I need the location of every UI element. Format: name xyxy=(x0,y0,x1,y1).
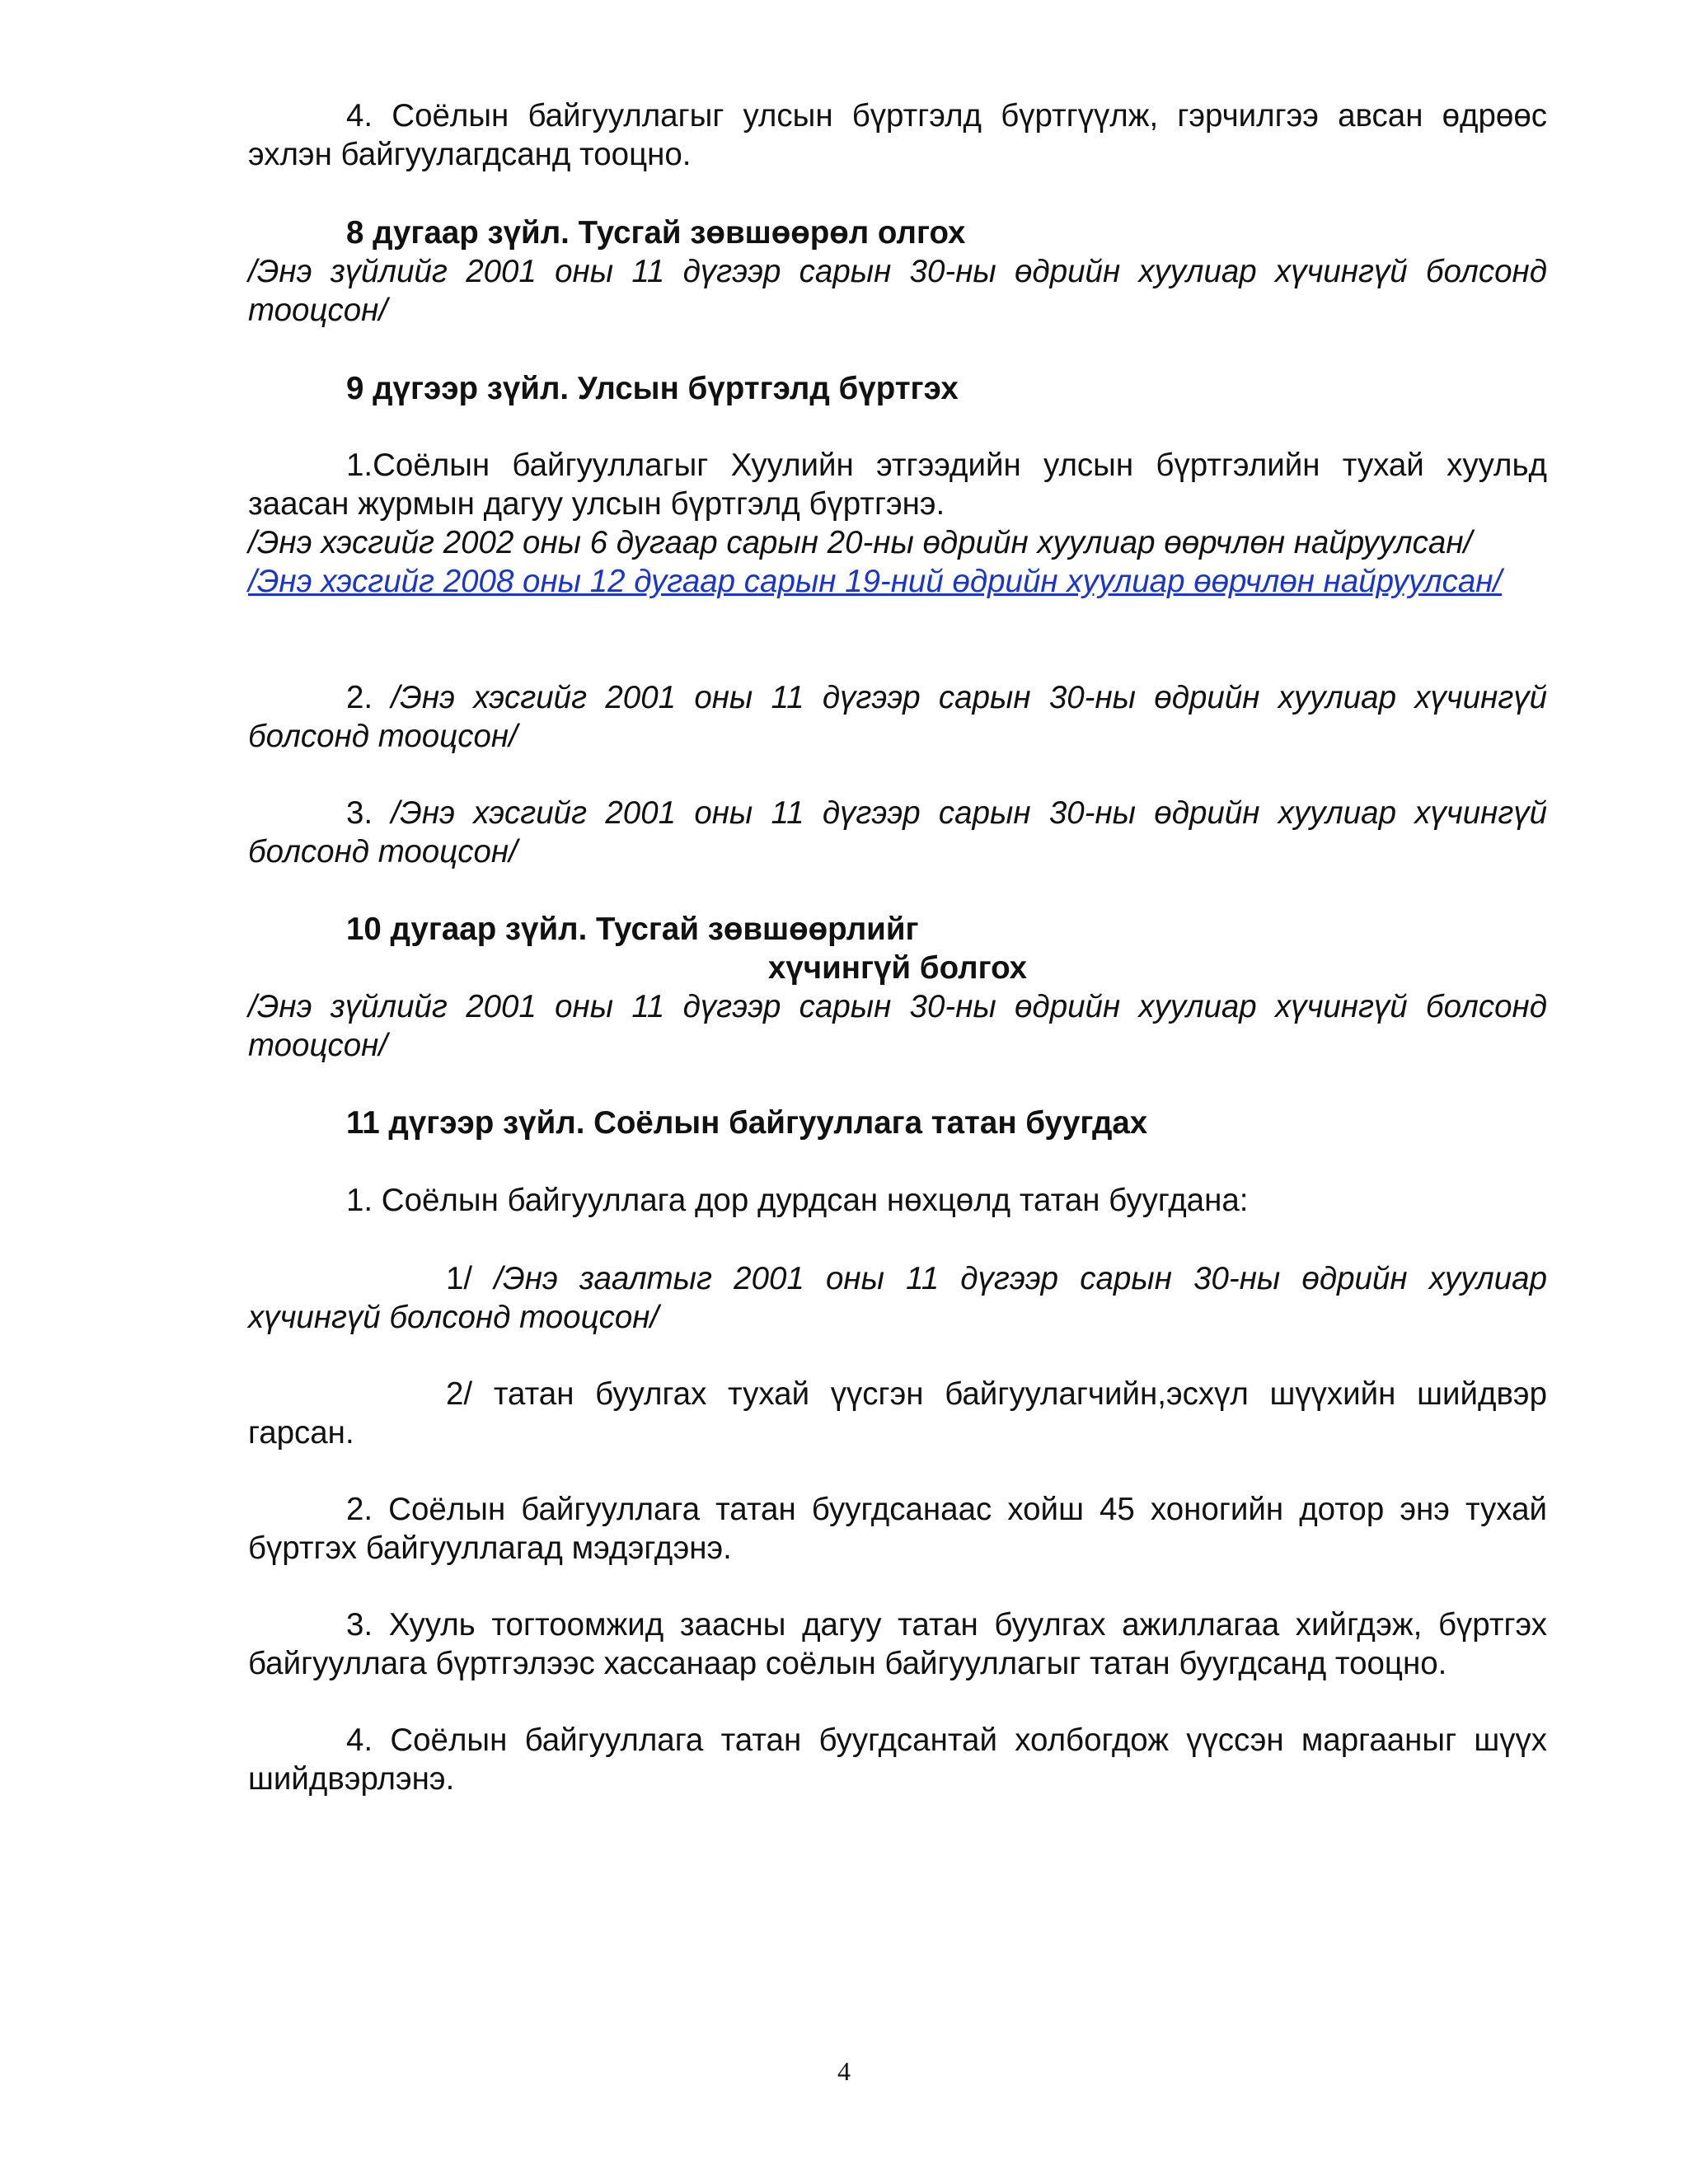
paragraph-art9-3: 3. /Энэ хэсгийг 2001 оны 11 дүгээр сарын 30-ны өдрийн хуулиар хүчингүй болсонд тооцсон/ xyxy=(248,795,1547,869)
heading-article-10-line2: хүчингүй болгох xyxy=(767,950,1028,986)
note-art9-1-2008 xyxy=(248,562,1547,601)
note-art9-1-2002: /Энэ хэсгийг 2002 оны 6 дугаар сарын 20-ны өдрийн хуулиар өөрчлөн найруулсан/ xyxy=(248,525,1473,560)
note-article-8: /Энэ зүйлийг 2001 оны 11 дүгээр сарын 30-ны өдрийн хуулиар хүчингүй болсонд тооцсон/ xyxy=(248,254,1547,328)
amendment-link-2008[interactable]: /Энэ хэсгийг 2008 оны 12 дугаар сарын 19-ний өдрийн хуулиар өөрчлөн найруулсан/ xyxy=(248,564,1503,599)
paragraph-art11-3: 3. Хууль тогтоомжид заасны дагуу татан буулгах ажиллагаа хийгдэж, бүртгэх байгууллага бүртгэлээс хассанаар соёлын байгууллагыг татан буугдсанд тооцно. xyxy=(248,1607,1547,1681)
paragraph-art9-2: 2. /Энэ хэсгийг 2001 оны 11 дүгээр сарын 30-ны өдрийн хуулиар хүчингүй болсонд тооцсон/ xyxy=(248,680,1547,754)
paragraph-art11-1-2: 2/ татан буулгах тухай үүсгэн байгуулагчийн,эсхүл шүүхийн шийдвэр гарсан. xyxy=(248,1376,1547,1451)
paragraph-art9-1: 1.Соёлын байгууллагыг Хуулийн этгээдийн улсын бүртгэлийн тухай хуульд заасан журмын дагуу улсын бүртгэлд бүртгэнэ. xyxy=(248,448,1547,522)
note-article-10: /Энэ зүйлийг 2001 оны 11 дүгээр сарын 30-ны өдрийн хуулиар хүчингүй болсонд тооцсон/ xyxy=(248,989,1547,1063)
heading-article-9: 9 дүгээр зүйл. Улсын бүртгэлд бүртгэх xyxy=(346,371,959,406)
heading-article-8: 8 дугаар зүйл. Тусгай зөвшөөрөл олгох xyxy=(346,215,966,251)
heading-article-11: 11 дүгээр зүйл. Соёлын байгууллага татан буугдах xyxy=(346,1105,1148,1141)
paragraph-art7-4: 4. Соёлын байгууллагыг улсын бүртгэлд бүртгүүлж, гэрчилгээ авсан өдрөөс эхлэн байгуулагдсанд тооцно. xyxy=(248,98,1547,172)
paragraph-art11-4: 4. Соёлын байгууллага татан буугдсантай холбогдож үүссэн маргааныг шүүх шийдвэрлэнэ. xyxy=(248,1722,1547,1797)
heading-article-10: 10 дугаар зүйл. Тусгай зөвшөөрлийг xyxy=(346,912,919,947)
page-number: 4 xyxy=(837,2056,851,2086)
paragraph-art11-1-1: 1/ /Энэ заалтыг 2001 оны 11 дүгээр сарын 30-ны өдрийн хуулиар хүчингүй болсонд тооцсон/ xyxy=(248,1261,1547,1335)
paragraph-art11-2: 2. Соёлын байгууллага татан буугдсанаас хойш 45 хоногийн дотор энэ тухай бүртгэх байгууллагад мэдэгдэнэ. xyxy=(248,1492,1547,1566)
paragraph-art11-1: 1. Соёлын байгууллага дор дурдсан нөхцөлд татан буугдана: xyxy=(346,1183,1249,1218)
